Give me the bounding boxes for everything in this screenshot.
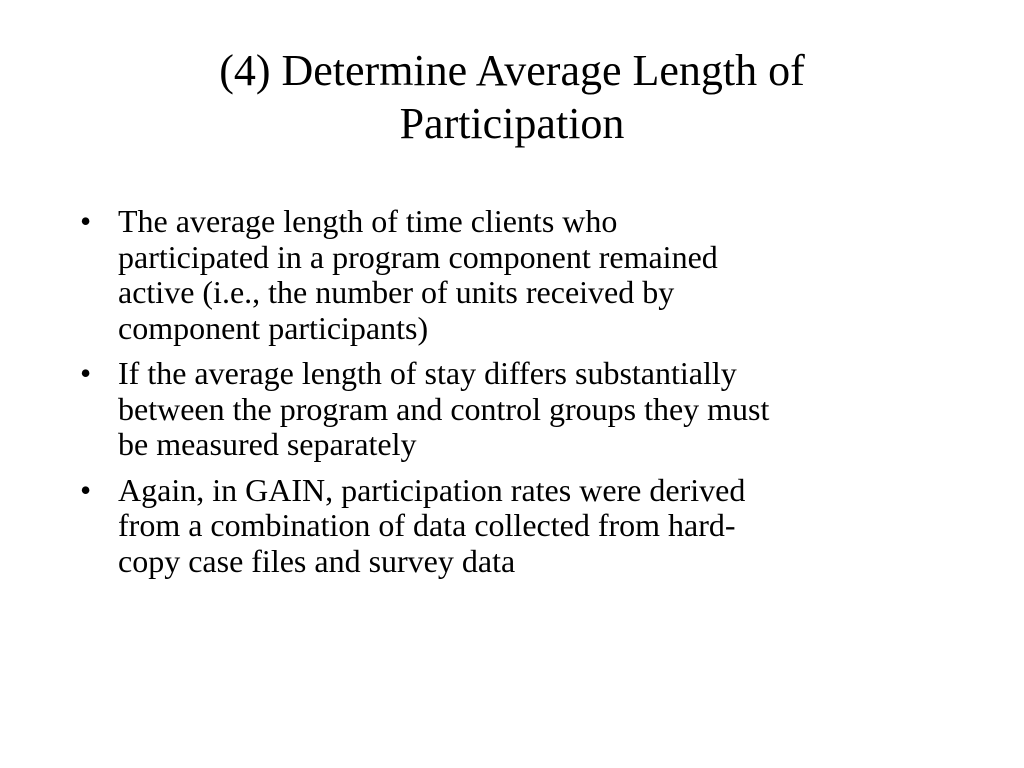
- bullet-text: [118, 473, 962, 580]
- bullet-text: [118, 356, 962, 463]
- bullet-icon: •: [80, 471, 92, 508]
- bullet-item: [72, 204, 962, 346]
- bullet-line: participated in a program component remained: [118, 238, 718, 275]
- bullet-list: [72, 204, 962, 589]
- bullet-line: Again, in GAIN, participation rates were derived: [118, 471, 746, 508]
- bullet-line: If the average length of stay differs substantially: [118, 355, 737, 391]
- bullet-text: [118, 204, 962, 346]
- bullet-line: from a combination of data collected from hard-: [118, 507, 736, 543]
- bullet-line: active (i.e., the number of units received by: [118, 274, 675, 310]
- slide-title-line: Participation: [399, 99, 625, 148]
- bullet-line: copy case files and survey data: [118, 542, 516, 579]
- bullet-icon: •: [80, 355, 92, 391]
- bullet-line: be measured separately: [118, 426, 417, 462]
- bullet-line: between the program and control groups they must: [118, 390, 770, 427]
- bullet-icon: •: [80, 203, 92, 239]
- bullet-item: [72, 473, 962, 580]
- bullet-line: The average length of time clients who: [118, 203, 618, 239]
- slide-title-line: (4) Determine Average Length of: [219, 46, 805, 95]
- slide-title: [60, 44, 964, 150]
- bullet-line: component participants): [118, 309, 429, 346]
- bullet-item: [72, 356, 962, 463]
